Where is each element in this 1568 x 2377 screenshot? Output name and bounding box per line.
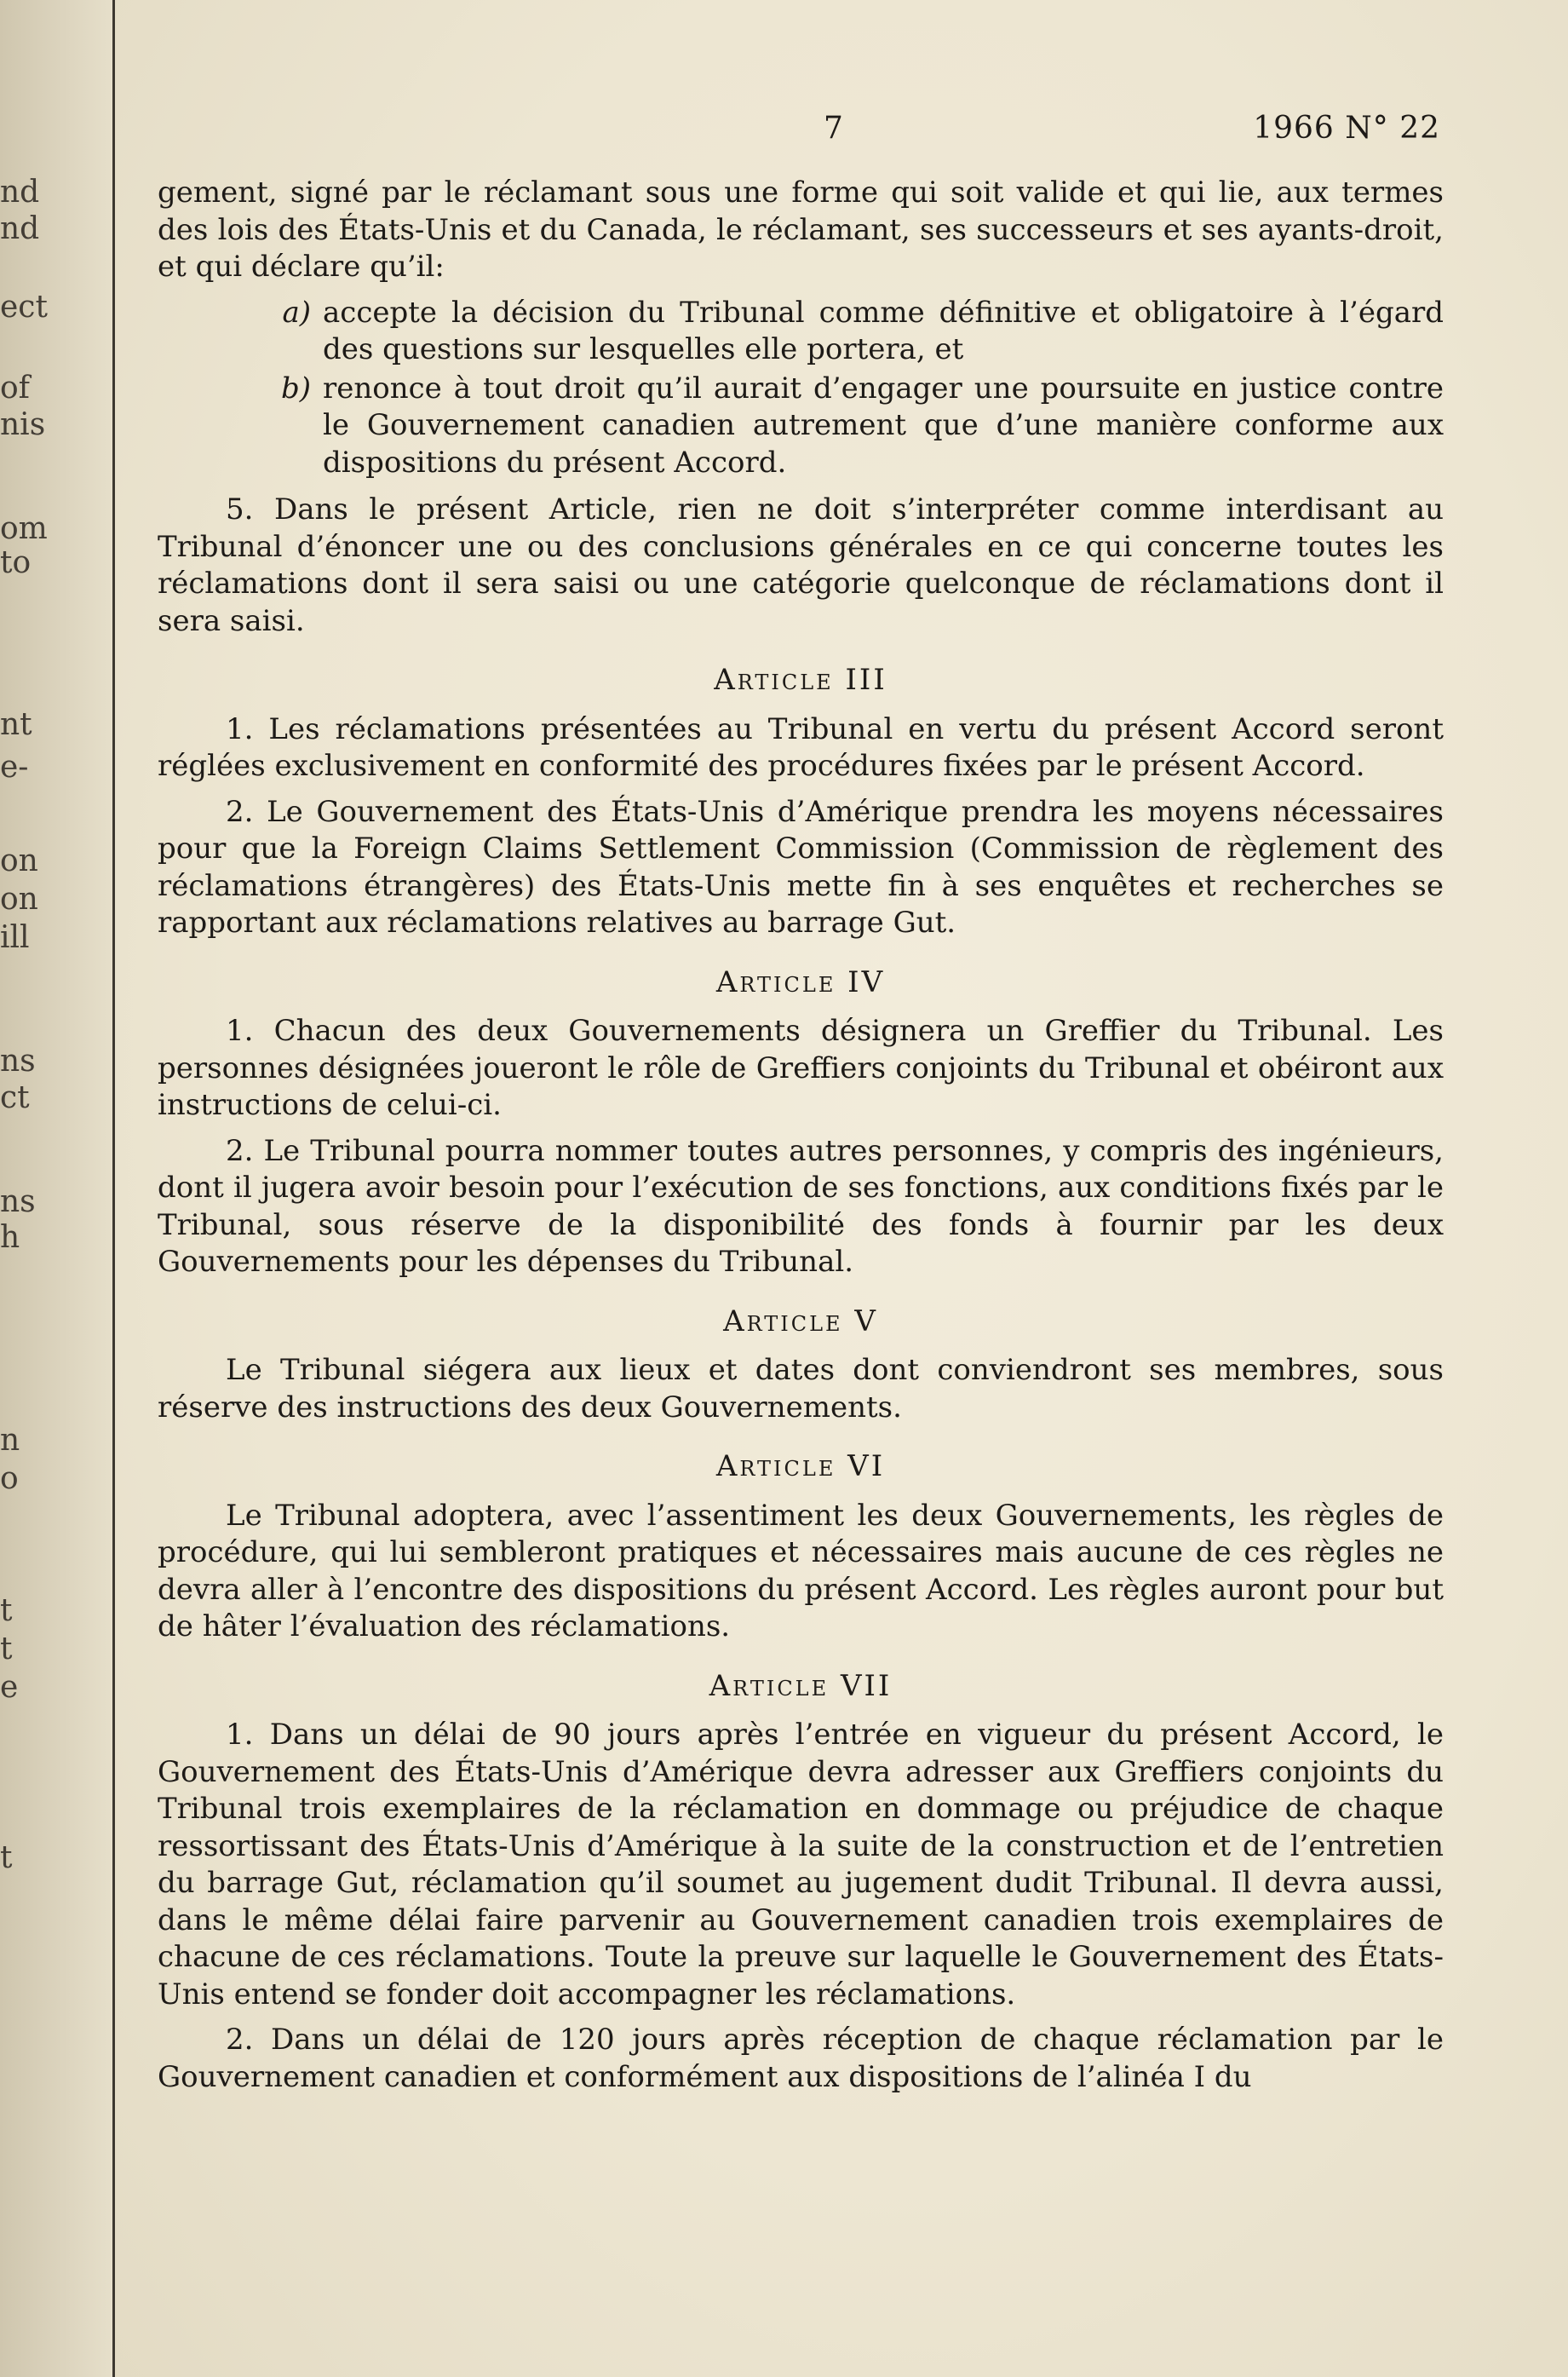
list-item-b: [158, 371, 1444, 482]
margin-fragment: ns: [0, 1044, 36, 1079]
list-item-a: [158, 295, 1444, 369]
margin-fragment: t: [0, 1593, 13, 1628]
page-body: [158, 175, 1444, 2104]
document-page: [115, 0, 1568, 2377]
document-reference: 1966 N° 22: [1253, 111, 1440, 146]
list-label: b): [280, 371, 311, 406]
margin-fragment: nd: [0, 175, 40, 210]
margin-fragment: om: [0, 511, 48, 546]
paragraph: Le Tribunal adoptera, avec l’assentiment les deux Gouvernements, les règles de procédure, qui lui sembleront pratiques et nécessaires mais aucune de ces règles ne devra aller à l’encontre des dispositions du présent Accord. Les règles auront pour but de hâter l’évaluation des réclamations.: [158, 1498, 1444, 1643]
margin-fragment: ect: [0, 290, 48, 325]
margin-fragment: nt: [0, 707, 32, 742]
margin-fragment: t: [0, 1840, 13, 1875]
list-text: accepte la décision du Tribunal comme définitive et obligatoire à l’égard des questions sur lesquelles elle portera, et: [323, 295, 1444, 366]
paragraph: 2. Dans un délai de 120 jours après réception de chaque réclamation par le Gouvernement canadien et conformément aux dispositions de l’alinéa I du: [158, 2023, 1444, 2094]
margin-fragment: of: [0, 371, 30, 406]
paragraph: 1. Chacun des deux Gouvernements désignera un Greffier du Tribunal. Les personnes désignées joueront le rôle de Greffiers conjoints du Tribunal et obéiront aux instructions de celui-ci.: [158, 1014, 1444, 1122]
margin-fragment: on: [0, 882, 38, 917]
article-heading: Article III: [714, 663, 887, 697]
paragraph: Le Tribunal siégera aux lieux et dates dont conviendront ses membres, sous réserve des instructions des deux Gouvernements.: [158, 1353, 1444, 1424]
previous-page-edge: [0, 0, 115, 2377]
margin-fragment: on: [0, 843, 38, 878]
article-heading: Article VII: [709, 1668, 893, 1703]
article-heading: Article VI: [715, 1449, 886, 1483]
margin-fragment: nis: [0, 407, 46, 442]
margin-fragment: to: [0, 545, 32, 580]
list-label: a): [282, 295, 311, 330]
paragraph: 2. Le Tribunal pourra nommer toutes autres personnes, y compris des ingénieurs, dont il jugera avoir besoin pour l’exécution de ses fonctions, aux conditions fixés par le Tribunal, sous réserve de la disponibilité des fonds à fournir par les deux Gouvernements pour les dépenses du Tribunal.: [158, 1133, 1444, 1279]
paragraph: 1. Dans un délai de 90 jours après l’entrée en vigueur du présent Accord, le Gouvernement des États-Unis d’Amérique devra adresser aux Greffiers conjoints du Tribunal trois exemplaires de la réclamation en dommage ou préjudice de chaque ressortissant des États-Unis d’Amérique à la suite de la construction et de l’entretien du barrage Gut, réclamation qu’il soumet au jugement dudit Tribunal. Il devra aussi, dans le même délai faire parvenir au Gouvernement canadien trois exemplaires de chacune de ces réclamations. Toute la preuve sur laquelle le Gouvernement des États-Unis entend se fonder doit accompagner les réclamations.: [158, 1718, 1444, 2012]
margin-fragment: e-: [0, 750, 29, 785]
margin-fragment: nd: [0, 211, 40, 246]
paragraph-5: 5. Dans le présent Article, rien ne doit s’interpréter comme interdisant au Tribunal d’énoncer une ou des conclusions générales en ce qui concerne toutes les réclamations dont il sera saisi ou une catégorie quelconque de réclamations dont il sera saisi.: [158, 492, 1444, 638]
article-heading: Article V: [723, 1304, 878, 1338]
paragraph: 1. Les réclamations présentées au Tribunal en vertu du présent Accord seront réglées exclusivement en conformité des procédures fixées par le présent Accord.: [158, 711, 1444, 783]
margin-fragment: n: [0, 1423, 20, 1458]
page-header: [166, 111, 1440, 162]
paragraph-continuation: gement, signé par le réclamant sous une forme qui soit valide et qui lie, aux termes des lois des États-Unis et du Canada, le réclamant, ses successeurs et ses ayants-droit, et qui déclare qu’il:: [158, 176, 1444, 284]
list-text: renonce à tout droit qu’il aurait d’engager une poursuite en justice contre le Gouvernement canadien autrement que d’une manière conforme aux dispositions du présent Accord.: [323, 371, 1444, 480]
paragraph: 2. Le Gouvernement des États-Unis d’Amérique prendra les moyens nécessaires pour que la Foreign Claims Settlement Commission (Commission de règlement des réclamations étrangères) des États-Unis mette fin à ses enquêtes et recherches se rapportant aux réclamations relatives au barrage Gut.: [158, 794, 1444, 940]
margin-fragment: t: [0, 1632, 13, 1666]
margin-fragment: h: [0, 1220, 20, 1255]
margin-fragment: ill: [0, 920, 30, 955]
article-heading: Article IV: [715, 964, 886, 999]
margin-fragment: ns: [0, 1184, 36, 1219]
margin-fragment: e: [0, 1670, 19, 1705]
page-number: 7: [824, 111, 843, 146]
margin-fragment: o: [0, 1461, 19, 1496]
margin-fragment: ct: [0, 1080, 30, 1115]
